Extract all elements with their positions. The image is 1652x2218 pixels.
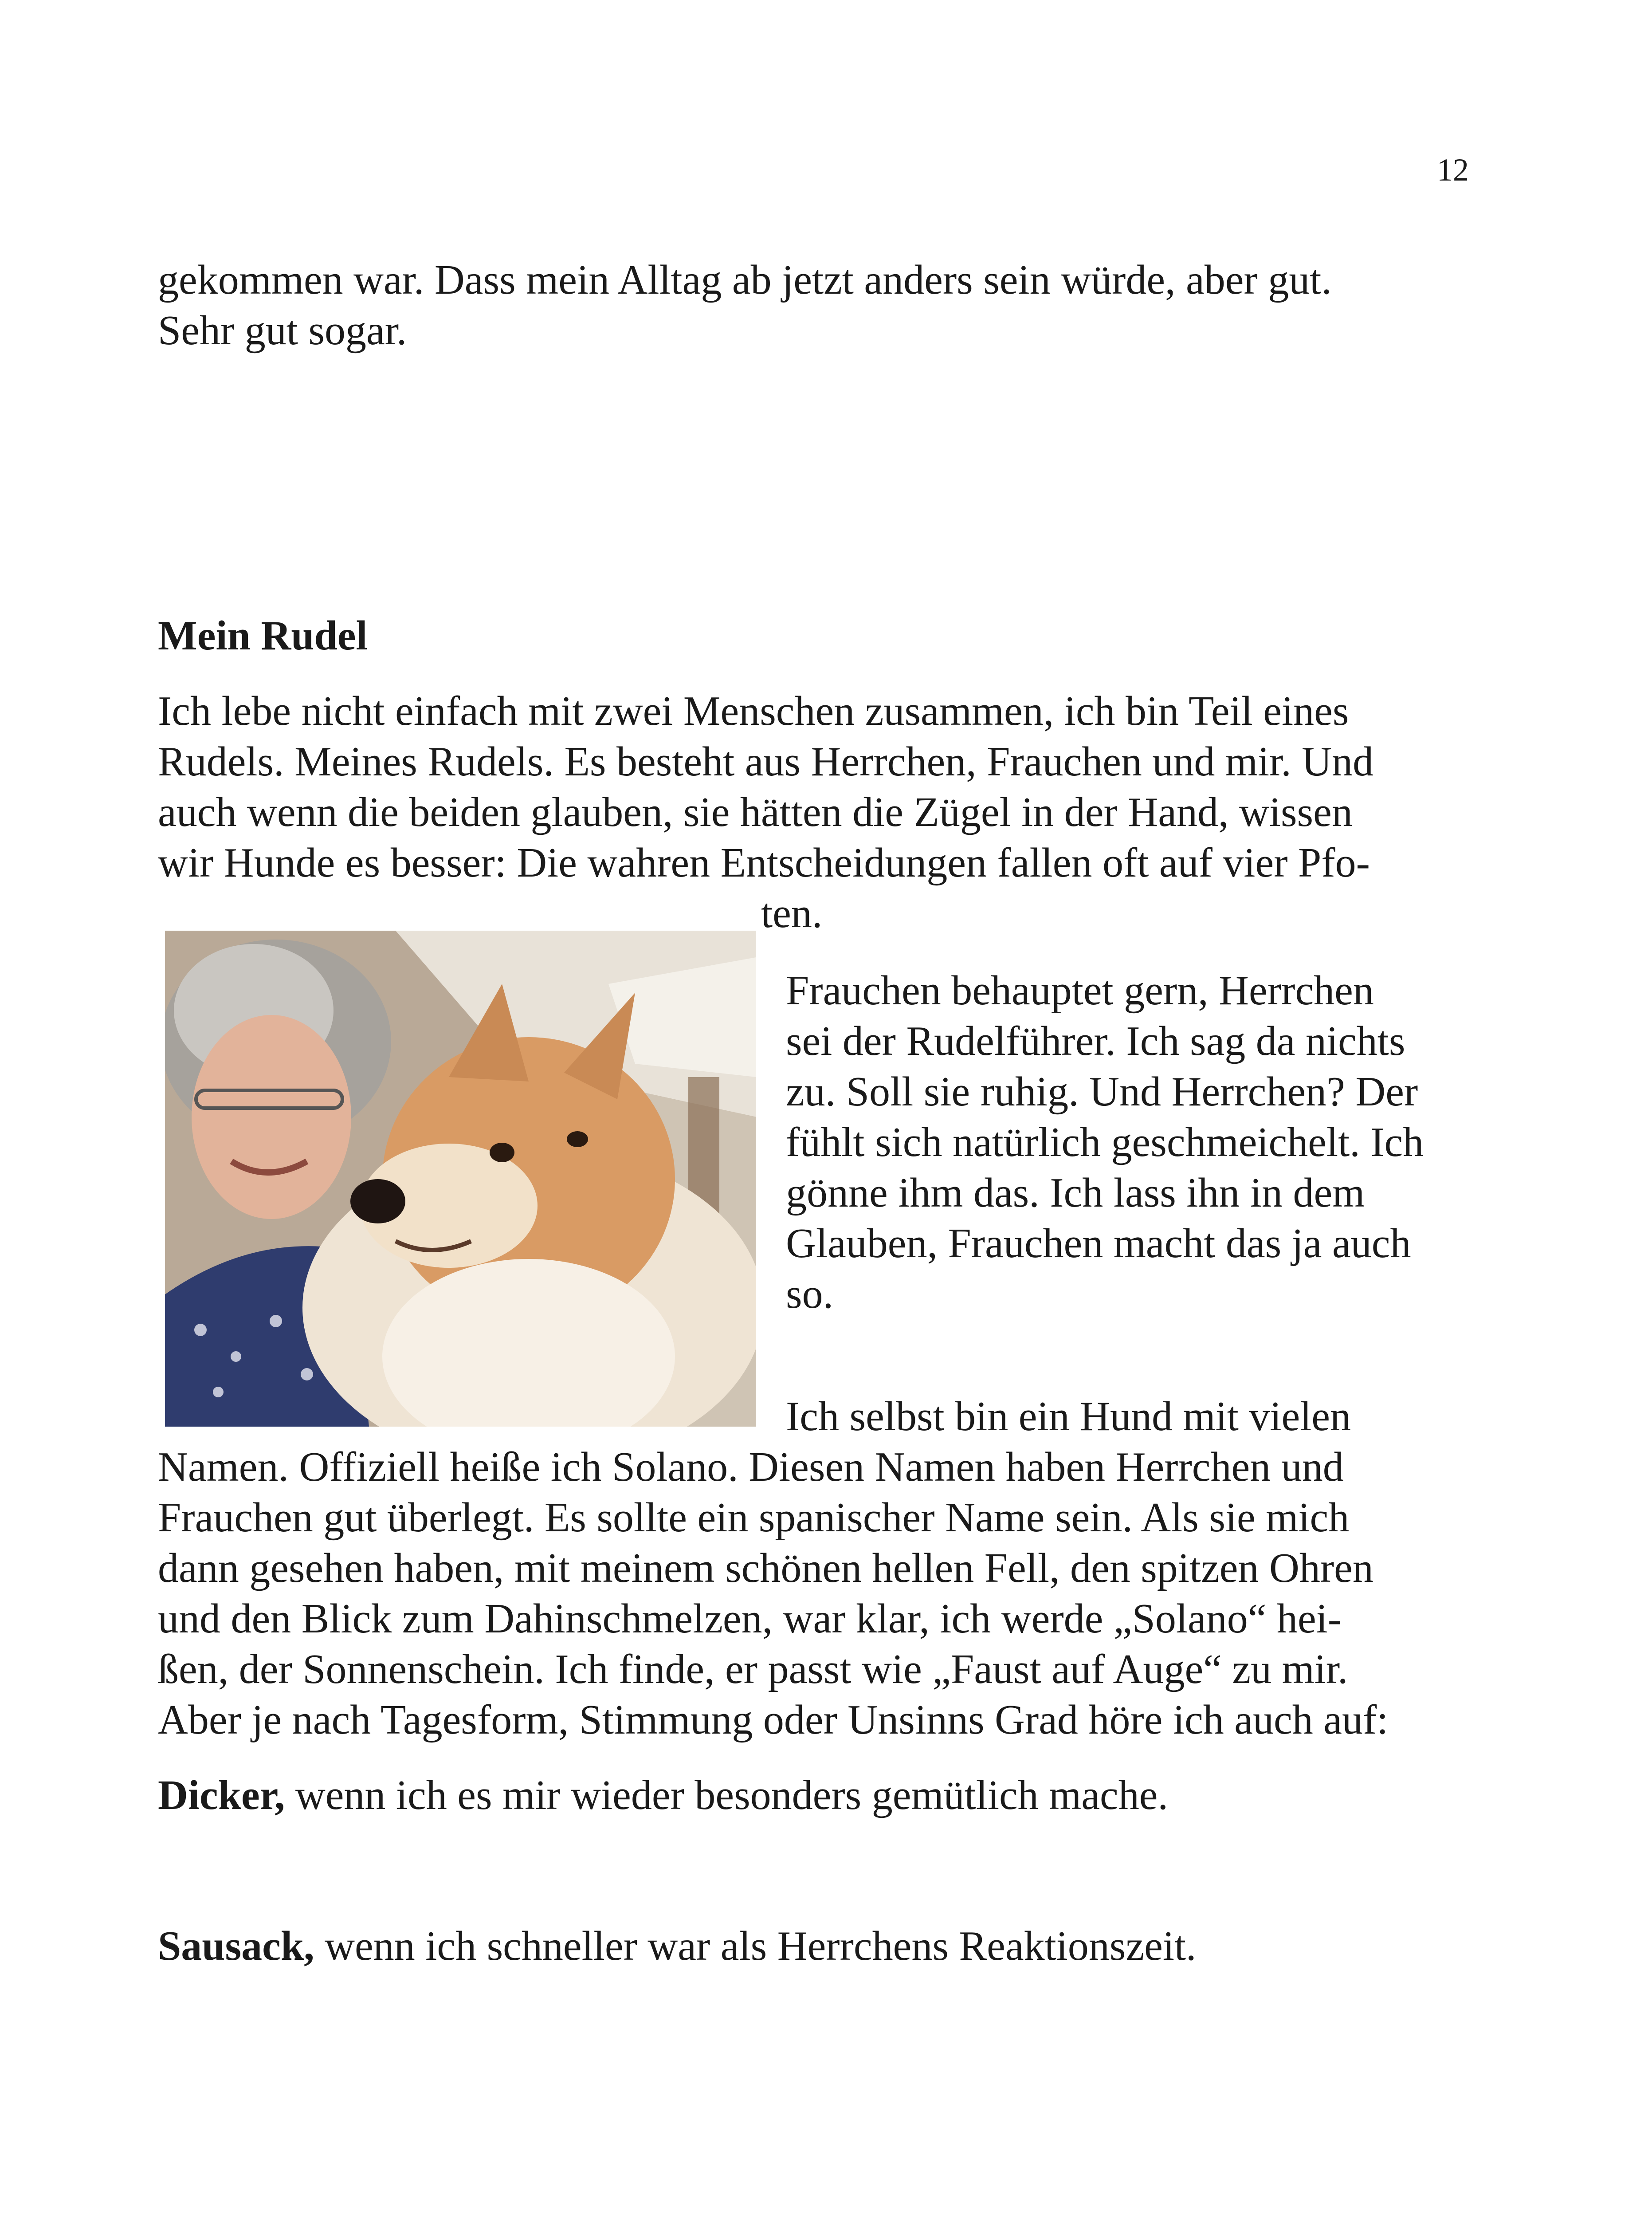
p2-line-2: sei der Rudelführer. Ich sag da nichts	[786, 1018, 1405, 1064]
name-entry-dicker	[158, 1770, 1168, 1821]
name-desc: wenn ich es mir wieder besonders gemütlich mache.	[285, 1772, 1168, 1818]
p3-line-5: und den Blick zum Dahinschmelzen, war klar, ich werde „Solano“ hei-	[158, 1596, 1342, 1642]
p2-line-1: Frauchen behauptet gern, Herrchen	[786, 967, 1374, 1014]
name-entry-sausack	[158, 1921, 1197, 1971]
page-number: 12	[1437, 152, 1469, 188]
section-heading: Mein Rudel	[158, 613, 368, 659]
p1-line-5: ten.	[761, 890, 823, 936]
p3-line-2: Namen. Offiziell heiße ich Solano. Diesen Namen haben Herrchen und	[158, 1444, 1344, 1490]
p2-line-7: so.	[786, 1271, 834, 1317]
name-term: Dicker,	[158, 1772, 285, 1818]
p2-line-4: fühlt sich natürlich geschmeichelt. Ich	[786, 1119, 1424, 1165]
intro-line-2: Sehr gut sogar.	[158, 307, 407, 354]
p3-line-7: Aber je nach Tagesform, Stimmung oder Unsinns Grad höre ich auch auf:	[158, 1697, 1389, 1743]
photo-woman-with-dog	[165, 931, 756, 1427]
intro-line-1: gekommen war. Dass mein Alltag ab jetzt anders sein würde, aber gut.	[158, 257, 1332, 303]
p1-line-4: wir Hunde es besser: Die wahren Entscheidungen fallen oft auf vier Pfo-	[158, 840, 1370, 886]
p1-line-3: auch wenn die beiden glauben, sie hätten die Zügel in der Hand, wissen	[158, 789, 1353, 835]
p3-line-6: ßen, der Sonnenschein. Ich finde, er passt wie „Faust auf Auge“ zu mir.	[158, 1646, 1348, 1692]
p2-line-6: Glauben, Frauchen macht das ja auch	[786, 1220, 1411, 1266]
name-term: Sausack,	[158, 1923, 314, 1969]
name-desc: wenn ich schneller war als Herrchens Reaktionszeit.	[314, 1923, 1197, 1969]
p1-line-1: Ich lebe nicht einfach mit zwei Menschen zusammen, ich bin Teil eines	[158, 688, 1349, 734]
p3-line-1: Ich selbst bin ein Hund mit vielen	[786, 1393, 1351, 1439]
p2-line-3: zu. Soll sie ruhig. Und Herrchen? Der	[786, 1069, 1418, 1115]
p3-line-4: dann gesehen haben, mit meinem schönen hellen Fell, den spitzen Ohren	[158, 1545, 1373, 1591]
p1-line-2: Rudels. Meines Rudels. Es besteht aus Herrchen, Frauchen und mir. Und	[158, 739, 1374, 785]
p2-line-5: gönne ihm das. Ich lass ihn in dem	[786, 1170, 1365, 1216]
p3-line-3: Frauchen gut überlegt. Es sollte ein spanischer Name sein. Als sie mich	[158, 1494, 1350, 1541]
